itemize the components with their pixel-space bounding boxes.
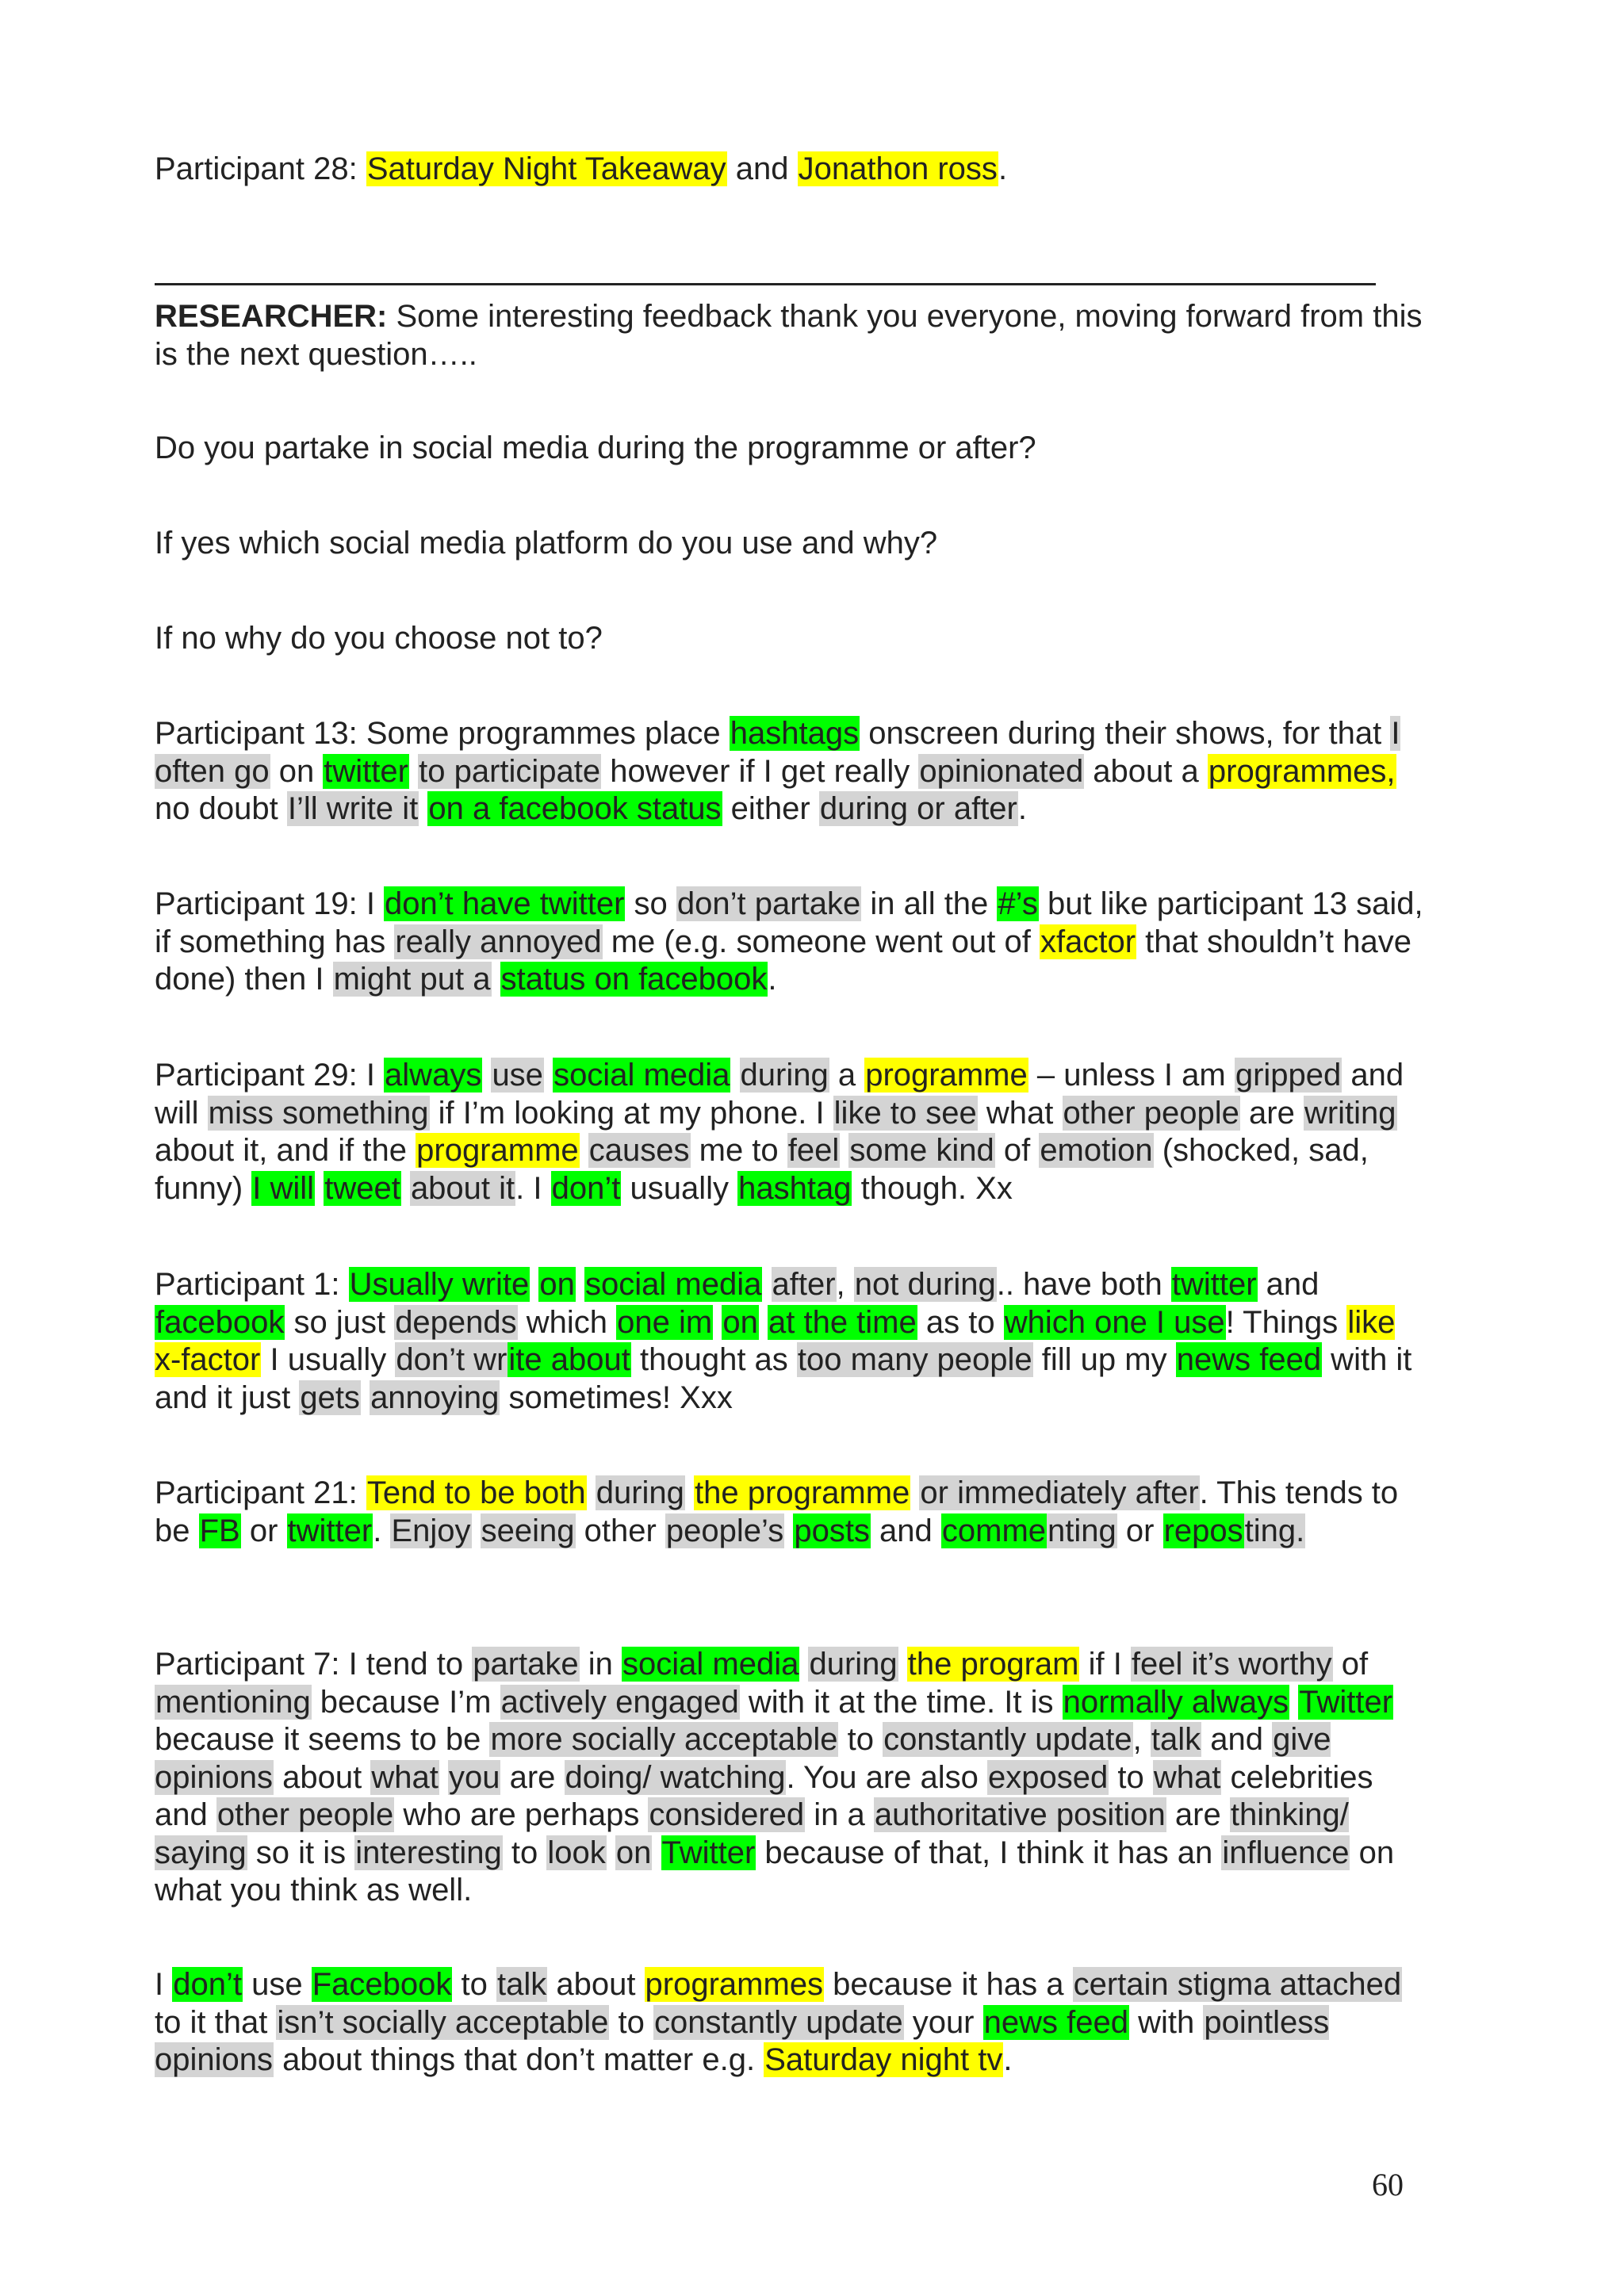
text-run: your [903,2004,983,2040]
text-run [401,1171,410,1206]
highlight-grey: or immediately after [920,1475,1199,1510]
text-run: so it is [247,1835,355,1870]
highlight-green: twitter [1171,1267,1257,1302]
highlight-grey: nting [1048,1513,1116,1548]
highlight-green: ite about [508,1342,630,1377]
text-run: and will [155,1058,1404,1131]
text-run: though. Xx [852,1170,1013,1206]
highlight-green: news feed [983,2004,1128,2040]
highlight-grey: doing/ watching [565,1759,786,1795]
text-run [472,1513,481,1548]
text-run: so just [285,1304,395,1340]
highlight-grey: Enjoy [391,1513,471,1548]
text-run: are [1166,1797,1230,1832]
highlight-green: comme [941,1513,1047,1548]
highlight-grey: annoying [370,1380,500,1415]
highlight-green: which one I use [1004,1304,1225,1340]
section-divider [155,283,1376,285]
text-run: to [502,1835,547,1870]
highlight-green: status on facebook [500,962,768,997]
text-run: Participant 21: [155,1475,366,1510]
text-run: if I [1079,1647,1131,1682]
text-run [419,791,427,826]
question-during-or-after-paragraph [155,430,1423,468]
text-run: either [722,791,819,826]
highlight-grey: talk [1151,1722,1201,1757]
text-run: which [517,1304,617,1340]
highlight-green: Twitter [661,1835,756,1870]
highlight-grey: about it [410,1170,515,1206]
highlight-grey: writing [1304,1095,1396,1131]
text-run: . This tends to be [155,1475,1399,1548]
highlight-grey: partake [473,1647,579,1682]
text-run [685,1475,694,1510]
text-run: of [1332,1647,1369,1682]
text-run: . I [515,1170,551,1206]
highlight-grey: talk [496,1967,547,2002]
text-run: a [829,1058,865,1093]
text-run: in all the [861,886,998,921]
text-run [607,1835,615,1870]
highlight-grey: look [547,1835,606,1870]
highlight-yellow: the program [907,1647,1079,1682]
text-run: in [579,1647,622,1682]
text-run [580,1133,588,1168]
text-run: . [768,962,777,997]
text-run: to [1109,1759,1153,1795]
highlight-green: twitter [324,753,408,789]
text-run [482,1058,491,1093]
text-run: .. have both [996,1267,1171,1302]
text-run: what [977,1095,1063,1131]
text-run [576,1267,584,1302]
highlight-grey: really annoyed [395,924,602,959]
text-run: about a [1084,753,1208,789]
text-run [439,1760,448,1795]
highlight-grey: some kind [849,1133,994,1168]
text-run: celebrities and [155,1759,1373,1832]
text-run [492,962,500,997]
participant-19-paragraph [155,886,1423,999]
text-run [759,1305,768,1340]
highlight-grey: constantly update [654,2004,903,2040]
highlight-green: news feed [1176,1342,1322,1377]
highlight-grey: pointless opinions [155,2004,1330,2077]
text-run: Some interesting feedback thank you everyone, moving forward from this is the next question….. [155,299,1423,372]
text-run: sometimes! Xxx [500,1380,733,1415]
text-run: – unless I am [1028,1058,1235,1093]
highlight-grey: after [772,1267,836,1302]
highlight-grey: might put a [333,962,491,997]
highlight-green: on a facebook status [428,791,722,826]
text-run: are [500,1759,565,1795]
text-run: (shocked, sad, funny) [155,1133,1369,1206]
text-run: and [870,1513,941,1548]
text-run: to it that [155,2004,277,2040]
highlight-green: don’t [173,1967,242,2002]
text-run: if I’m looking at my phone. I [429,1095,833,1131]
text-run [1289,1685,1298,1720]
highlight-green: FB [199,1513,240,1548]
page-number: 60 [1372,2167,1404,2202]
highlight-grey: I’ll write it [287,791,419,826]
question-why-not-paragraph [155,620,1423,658]
highlight-grey: during [740,1058,829,1093]
highlight-grey: considered [649,1797,805,1832]
text-run: . [1017,791,1027,826]
text-run: , [836,1267,854,1302]
participant-28-paragraph [155,151,1423,189]
highlight-yellow: Jonathon ross [798,151,998,186]
highlight-green: social media [553,1058,730,1093]
highlight-grey: ting. [1244,1513,1305,1548]
text-run: onscreen during their shows, for that [860,716,1391,751]
text-run: but like participant 13 said, if something has [155,886,1423,959]
researcher-question-paragraph [155,298,1423,373]
highlight-grey: gripped [1235,1058,1342,1093]
text-run: If yes which social media platform do you use and why? [155,526,938,561]
participant-13-paragraph [155,715,1423,828]
text-run [652,1835,661,1870]
text-run: to [452,1967,496,2002]
highlight-grey: authoritative position [874,1797,1166,1832]
highlight-grey: on [615,1835,652,1870]
text-run: Participant 28: [155,151,366,186]
highlight-green: Twitter [1299,1684,1393,1720]
highlight-grey: don’t partake [676,886,861,921]
text-run: that shouldn’t have done) then I [155,924,1411,997]
text-run: to [838,1722,883,1757]
text-run: use [242,1967,312,2002]
text-run: because I’m [311,1684,500,1720]
highlight-grey: gets [300,1380,360,1415]
text-run: Participant 19: I [155,886,385,921]
highlight-green: twitter [287,1513,373,1548]
text-run: in a [805,1797,874,1832]
highlight-green: normally always [1063,1684,1289,1720]
highlight-grey: exposed [988,1759,1109,1795]
text-run [730,1058,739,1093]
highlight-green: tweet [324,1170,400,1206]
text-run: Participant 1: [155,1267,349,1302]
participant-7-paragraph [155,1646,1423,1910]
highlight-grey: to participate [419,753,601,789]
text-run: me (e.g. someone went out of [602,924,1040,959]
text-run: ! Things [1225,1304,1347,1340]
text-run: . You are also [786,1759,988,1795]
highlight-grey: feel [787,1133,840,1168]
highlight-green: social media [622,1647,799,1682]
highlight-green: one im [617,1304,713,1340]
highlight-grey: too many people [797,1342,1032,1377]
highlight-yellow: xfactor [1040,924,1136,959]
text-run: are [1239,1095,1304,1131]
highlight-green: on [539,1267,575,1302]
text-run: to [609,2004,654,2040]
text-run [910,1475,919,1510]
highlight-grey: depends [395,1304,517,1340]
highlight-grey: opinionated [919,753,1084,789]
text-run: and [1257,1267,1320,1302]
highlight-grey: not during [854,1267,996,1302]
text-run [530,1267,538,1302]
highlight-grey: influence [1222,1835,1350,1870]
highlight-green: at the time [768,1304,917,1340]
highlight-grey: during [809,1647,898,1682]
highlight-grey: feel it’s worthy [1131,1647,1332,1682]
text-run [409,754,418,789]
text-run: me to [690,1133,787,1168]
text-run [784,1513,793,1548]
text-run: as to [917,1304,1004,1340]
highlight-yellow: Saturday night tv [764,2042,1003,2077]
highlight-grey: isn’t socially acceptable [277,2004,609,2040]
highlight-grey: I often go [155,716,1400,789]
text-run: because it seems to be [155,1722,490,1757]
text-run: because of that, I think it has an [756,1835,1222,1870]
text-run: If no why do you choose not to? [155,621,603,656]
highlight-green: hashtag [738,1170,852,1206]
highlight-green: Facebook [312,1967,452,2002]
highlight-yellow: programme [416,1133,579,1168]
text-run: I usually [261,1342,396,1377]
highlight-grey: use [492,1058,543,1093]
highlight-grey: actively engaged [500,1684,739,1720]
text-run: no doubt [155,791,287,826]
question-which-platform-paragraph [155,525,1423,563]
highlight-green: on [722,1304,758,1340]
highlight-grey: you [448,1759,500,1795]
participant-7-continued-paragraph [155,1966,1423,2080]
text-run: usually [621,1170,738,1206]
highlight-grey: during or after [819,791,1017,826]
highlight-green: social media [585,1267,762,1302]
highlight-yellow: like x-factor [155,1304,1396,1377]
highlight-green: repos [1163,1513,1243,1548]
text-run: who are perhaps [394,1797,649,1832]
speaker-label: RESEARCHER: [155,299,388,334]
highlight-grey: emotion [1040,1133,1153,1168]
text-run: on what you think as well. [155,1835,1395,1908]
highlight-grey: people’s [665,1513,784,1548]
text-run [713,1305,722,1340]
text-run: other [575,1513,665,1548]
highlight-grey: miss something [208,1095,429,1131]
text-run: with it and it just [155,1342,1412,1415]
text-run [762,1267,771,1302]
highlight-yellow: Tend to be both [366,1475,586,1510]
highlight-grey: seeing [481,1513,575,1548]
highlight-grey: what [1153,1759,1221,1795]
text-run [840,1133,848,1168]
highlight-grey: causes [588,1133,690,1168]
text-run: . [998,151,1008,186]
text-run: with it at the time. It is [739,1684,1063,1720]
text-run: Participant 13: Some programmes place [155,716,730,751]
highlight-grey: what [371,1759,439,1795]
text-run: Participant 29: I [155,1058,385,1093]
text-run [799,1647,808,1682]
highlight-yellow: programme [865,1058,1028,1093]
highlight-yellow: programmes, [1208,753,1396,789]
participant-1-paragraph [155,1266,1423,1417]
text-run: I [155,1967,173,2002]
participant-29-paragraph [155,1057,1423,1207]
highlight-green: always [385,1058,482,1093]
highlight-green: posts [794,1513,870,1548]
text-run: Do you partake in social media during the programme or after? [155,430,1036,465]
highlight-green: don’t [551,1170,621,1206]
text-run: so [625,886,676,921]
text-run [898,1647,907,1682]
text-run: fill up my [1032,1342,1176,1377]
text-run: about it, and if the [155,1133,416,1168]
highlight-green: I will [252,1170,315,1206]
text-run: however if I get really [601,753,919,789]
highlight-grey: don’t wr [396,1342,508,1377]
highlight-grey: mentioning [155,1684,311,1720]
text-run [544,1058,553,1093]
highlight-grey: interesting [355,1835,502,1870]
highlight-green: #’s [998,886,1038,921]
highlight-yellow: Saturday Night Takeaway [366,151,726,186]
text-run: , [1132,1722,1151,1757]
text-run: or [240,1513,287,1548]
highlight-grey: thinking/ saying [155,1797,1349,1870]
text-run: about [547,1967,645,2002]
text-run: on [270,753,324,789]
highlight-grey: certain stigma attached [1073,1967,1402,2002]
text-run: . [373,1513,391,1548]
highlight-yellow: the programme [695,1475,910,1510]
text-run: with [1128,2004,1204,2040]
participant-21-paragraph [155,1475,1423,1550]
highlight-green: facebook [155,1304,285,1340]
text-run: or [1116,1513,1163,1548]
text-run: and [726,151,798,186]
highlight-grey: other people [1063,1095,1239,1131]
text-run: thought as [630,1342,797,1377]
highlight-yellow: programmes [645,1967,824,2002]
highlight-green: hashtags [730,716,860,751]
highlight-grey: other people [216,1797,394,1832]
text-run: about [274,1759,371,1795]
text-run [587,1475,596,1510]
highlight-grey: more socially acceptable [490,1722,838,1757]
highlight-green: Usually write [349,1267,530,1302]
text-run [361,1380,370,1415]
highlight-grey: constantly update [883,1722,1132,1757]
highlight-grey: during [596,1475,684,1510]
highlight-green: don’t have twitter [385,886,625,921]
highlight-grey: like to see [833,1095,977,1131]
text-run: about things that don’t matter e.g. [274,2042,764,2077]
text-run: of [994,1133,1040,1168]
text-run: . [1003,2042,1013,2077]
text-run: because it has a [824,1967,1073,2002]
text-run [315,1171,324,1206]
highlight-grey: give opinions [155,1722,1331,1795]
text-run: Participant 7: I tend to [155,1647,473,1682]
text-run: and [1201,1722,1273,1757]
